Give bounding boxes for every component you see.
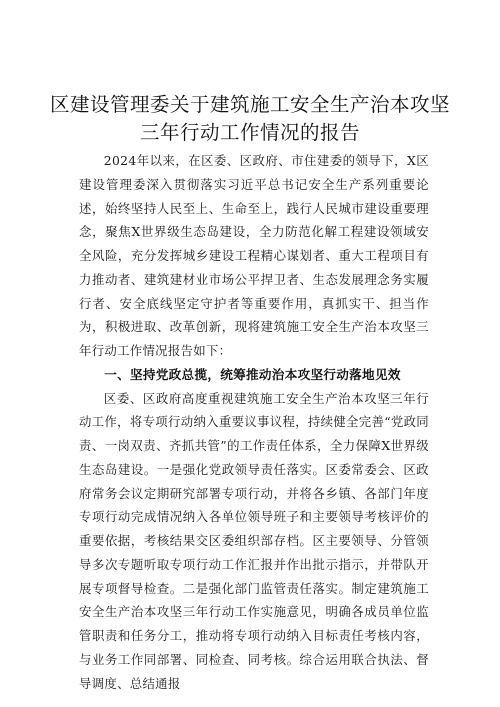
section-1-heading: 一、坚持党政总揽，统筹推动治本攻坚行动落地见效 — [104, 366, 401, 382]
section-1-paragraph: 区委、区政府高度重视建筑施工安全生产治本攻坚三年行动工作，将专项行动纳入重要议事议程，持续健全完善“党政同责、一岗双责、齐抓共管”的工作责任体系，全力保障X世界级生态岛建设。一是强化党政领导责任落实。区委常委会、区政府常务会议定期研究部署专项行动，并将各乡镇、各部门年度专项行动完成情况纳入各单位领导班子和主要领导考核评价的重要依据，考核结果交区委组织部存档。区主要领导、分管领导多次专题听取专项行动工作汇报并作出批示指示，并带队开展专项督导检查。二是强化部门监管责任落实。制定建筑施工安全生产治本攻坚三年行动工作实施意见，明确各成员单位监管职责和任务分工，推动将专项行动纳入目标责任考核内容，与业务工作同部署、同检查、同考核。综合运用联合执法、督导调度、总结通报 — [79, 390, 429, 691]
document-title-line-1: 区建设管理委关于建筑施工安全生产治本攻坚 — [49, 93, 450, 116]
document-body — [79, 149, 429, 695]
intro-paragraph: 2024年以来，在区委、区政府、市住建委的领导下，X区建设管理委深入贯彻落实习近平总书记安全生产系列重要论述，始终坚持人民至上、生命至上，践行人民城市建设重要理念，聚焦X世界级生态岛建设，全力防范化解工程建设领域安全风险，充分发挥城乡建设工程精心谋划者、重大工程项目有力推动者、建筑建材业市场公平捍卫者、生态发展理念务实履行者、安全底线坚定守护者等重要作用，真抓实干、担当作为，积极进取、改革创新，现将建筑施工安全生产治本攻坚三年行动工作情况报告如下： — [79, 153, 429, 358]
document-title-line-2: 三年行动工作情况的报告 — [139, 121, 360, 144]
